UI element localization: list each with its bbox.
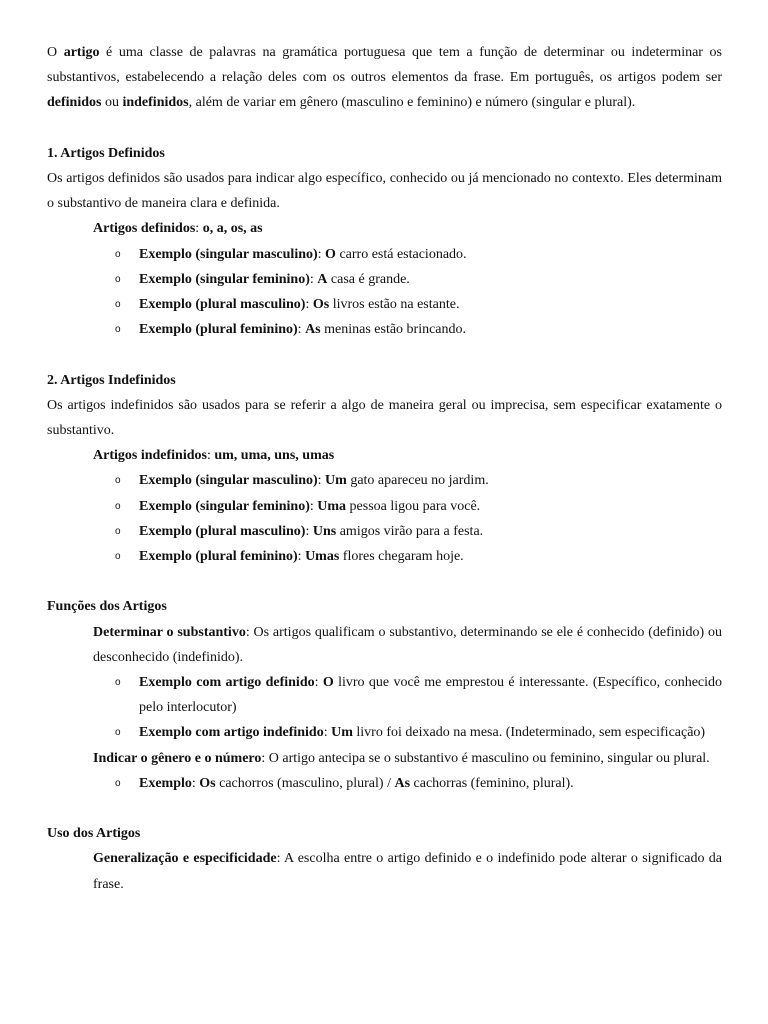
intro-bold-artigo: artigo	[63, 45, 100, 60]
separator: :	[297, 322, 306, 338]
intro-bold-definidos: definidos	[47, 95, 102, 111]
term-text: : A escolha entre o artigo definido e o indefinido pode alterar o significado da frase.	[93, 851, 722, 892]
separator: :	[297, 549, 306, 565]
example-article: Uma	[317, 498, 347, 514]
example-label: Exemplo (singular masculino)	[139, 246, 318, 262]
example-label: Exemplo (plural masculino)	[139, 523, 306, 539]
list-item	[139, 519, 722, 544]
separator: :	[317, 246, 326, 262]
example-label: Exemplo (plural feminino)	[139, 549, 298, 565]
separator: :	[317, 473, 326, 489]
determinar-paragraph	[47, 620, 722, 670]
example-article: As	[394, 775, 411, 791]
section-heading-funcoes	[47, 594, 722, 619]
example-article: A	[317, 271, 328, 287]
list-item	[139, 267, 722, 292]
intro-text: ou	[101, 95, 123, 111]
spacer	[47, 569, 722, 594]
example-label: Exemplo com artigo indefinido	[139, 725, 324, 741]
definite-examples-list	[47, 242, 722, 343]
separator: :	[305, 297, 313, 313]
list-item	[139, 544, 722, 569]
term-text: : O artigo antecipa se o substantivo é masculino ou feminino, singular ou plural.	[261, 750, 710, 766]
separator: :	[309, 271, 318, 287]
spacer	[47, 116, 722, 141]
list-item	[139, 720, 722, 745]
term-label: Generalização e especificidade	[93, 851, 277, 867]
example-text: cachorros (masculino, plural) /	[215, 775, 395, 791]
example-article: Um	[325, 473, 347, 489]
example-label: Exemplo (singular masculino)	[139, 473, 318, 489]
example-text: pessoa ligou para você.	[346, 498, 481, 514]
spacer	[47, 796, 722, 821]
intro-paragraph	[47, 40, 722, 116]
example-text: casa é grande.	[327, 271, 410, 287]
section-heading-indefinidos	[47, 368, 722, 393]
example-article: O	[322, 675, 334, 691]
generalizacao-paragraph	[47, 846, 722, 896]
intro-text: O	[47, 45, 64, 60]
separator: :	[309, 498, 318, 514]
indicar-examples-list	[47, 771, 722, 796]
list-label: Artigos definidos	[93, 221, 196, 237]
example-article: Uns	[312, 523, 337, 539]
separator: :	[323, 725, 332, 741]
separator: :	[195, 221, 203, 237]
section-description: Os artigos indefinidos são usados para se referir a algo de maneira geral ou imprecisa, sem especificar exatamente o substantivo.	[47, 397, 722, 439]
term-text: : Os artigos qualificam o substantivo, determinando se ele é conhecido (definido) ou desconhecido (indefinido).	[93, 624, 723, 665]
definite-articles-list	[47, 216, 722, 241]
list-item	[139, 468, 722, 493]
section-description: Os artigos definidos são usados para indicar algo específico, conhecido ou já mencionado no contexto. Eles determinam o substantivo de maneira clara e definida.	[47, 171, 722, 212]
example-label: Exemplo com artigo definido	[139, 675, 315, 691]
section-heading-definidos	[47, 141, 722, 166]
list-item	[139, 292, 722, 317]
example-article: Os	[312, 297, 330, 313]
heading-text: Uso dos Artigos	[47, 826, 141, 842]
example-text: livro que você me emprestou é interessante. (Específico, conhecido pelo interlocutor)	[139, 675, 723, 716]
example-text: carro está estacionado.	[335, 246, 467, 262]
heading-text: Funções dos Artigos	[47, 599, 167, 615]
list-item	[139, 317, 722, 342]
section-heading-uso	[47, 821, 722, 846]
example-label: Exemplo (singular feminino)	[139, 271, 310, 287]
list-item	[139, 771, 722, 796]
term-label: Determinar o substantivo	[93, 624, 246, 640]
example-text: flores chegaram hoje.	[339, 549, 464, 565]
heading-text: 2. Artigos Indefinidos	[47, 372, 176, 388]
example-text: gato apareceu no jardim.	[346, 473, 489, 489]
example-article: As	[305, 322, 321, 338]
indefinite-articles-list	[47, 443, 722, 468]
example-text: livro foi deixado na mesa. (Indeterminado, sem especificação)	[352, 725, 706, 741]
example-article: O	[325, 246, 336, 262]
separator: :	[305, 523, 313, 539]
list-values: um, uma, uns, umas	[214, 448, 335, 464]
separator: :	[206, 448, 215, 464]
list-label: Artigos indefinidos	[93, 448, 207, 464]
example-text: cachorras (feminino, plural).	[410, 775, 574, 791]
intro-bold-indefinidos: indefinidos	[122, 95, 189, 111]
example-article: Um	[331, 725, 353, 741]
list-values: o, a, os, as	[202, 221, 263, 237]
example-article: Os	[199, 775, 216, 791]
list-item	[139, 670, 722, 720]
indicar-paragraph	[47, 746, 722, 771]
intro-text: é uma classe de palavras na gramática portuguesa que tem a função de determinar ou indeterminar os substantivos, estabelecendo a relação deles com os outros elementos da frase. Em português, os artigos podem ser	[47, 45, 722, 86]
example-label: Exemplo (singular feminino)	[139, 498, 310, 514]
example-text: meninas estão brincando.	[320, 322, 467, 338]
separator: :	[314, 675, 323, 691]
example-label: Exemplo	[139, 775, 192, 791]
list-item	[139, 242, 722, 267]
term-label: Indicar o gênero e o número	[93, 750, 262, 766]
separator: :	[191, 775, 200, 791]
example-text: livros estão na estante.	[329, 297, 460, 313]
determinar-examples-list	[47, 670, 722, 746]
example-text: amigos virão para a festa.	[336, 523, 484, 539]
example-label: Exemplo (plural masculino)	[139, 297, 306, 313]
example-label: Exemplo (plural feminino)	[139, 322, 298, 338]
example-article: Umas	[305, 549, 340, 565]
spacer	[47, 342, 722, 367]
intro-text: , além de variar em gênero (masculino e feminino) e número (singular e plural).	[188, 95, 636, 111]
indefinite-examples-list	[47, 468, 722, 569]
list-item	[139, 494, 722, 519]
heading-text: 1. Artigos Definidos	[47, 145, 165, 161]
